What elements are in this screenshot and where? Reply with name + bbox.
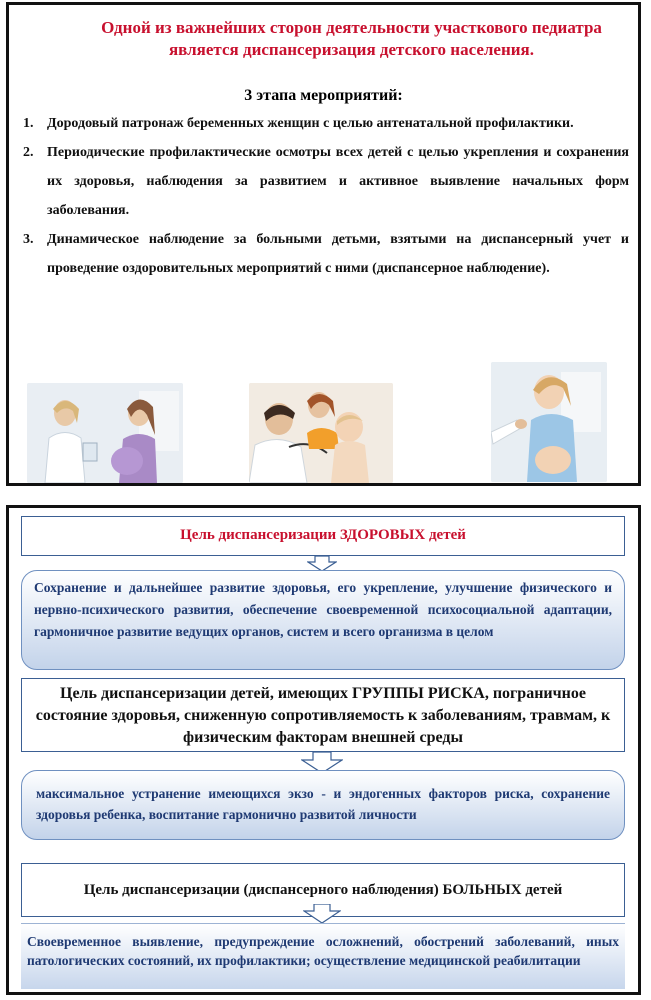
list-item — [23, 138, 629, 225]
list-item-number: 1. — [23, 116, 34, 131]
slide-title: Одной из важнейших сторон деятельности участкового педиатра является диспансеризация детского населения. — [101, 18, 602, 59]
photo-doctor-pregnant-woman — [27, 383, 183, 483]
list-item-text: Дородовый патронаж беременных женщин с целью антенатальной профилактики. — [47, 116, 574, 131]
desc-risk-group-children: максимальное устранение имеющихся экзо - и эндогенных факторов риска, сохранение здоровья ребенка, воспитание гармонично развитой личности — [21, 770, 625, 840]
goal-sick-children: Цель диспансеризации (диспансерного наблюдения) БОЛЬНЫХ детей — [21, 863, 625, 917]
list-item-text: Периодические профилактические осмотры всех детей с целью укрепления и сохранения их здоровья, наблюдения за развитием и активное выявление начальных форм заболевания. — [47, 145, 629, 218]
goal-risk-group-children: Цель диспансеризации детей, имеющих ГРУППЫ РИСКА, пограничное состояние здоровья, сниженную сопротивляемость к заболеваниям, травмам, к физическим факторам внешней среды — [21, 678, 625, 752]
list-item — [23, 109, 629, 138]
list-item-number: 3. — [23, 232, 34, 247]
list-item-number: 2. — [23, 145, 34, 160]
stages-heading: 3 этапа мероприятий: — [244, 87, 403, 104]
photo-doctor-examining-baby — [249, 383, 393, 483]
slide-dispensarization-stages — [6, 2, 641, 486]
arrow-down-icon — [303, 904, 341, 924]
list-item-text: Динамическое наблюдение за больными детьми, взятыми на диспансерный учет и проведение оздоровительных мероприятий с ними (диспансерное наблюдение). — [47, 232, 629, 276]
slide-dispensarization-goals — [6, 505, 641, 995]
desc-healthy-children: Сохранение и дальнейшее развитие здоровья, его укрепление, улучшение физического и нервно-психического развития, обеспечение своевременной психосоциальной адаптации, гармоничное развитие ведущих органов, систем и всего организма в целом — [21, 570, 625, 670]
list-item — [23, 225, 629, 283]
goal-healthy-children: Цель диспансеризации ЗДОРОВЫХ детей — [21, 516, 625, 556]
stages-list — [23, 109, 629, 283]
photo-child-examination — [491, 362, 607, 482]
desc-sick-children: Своевременное выявление, предупреждение осложнений, обострений заболеваний, иных патологических состояний, их профилактики; осуществление медицинской реабилитации — [21, 923, 625, 989]
